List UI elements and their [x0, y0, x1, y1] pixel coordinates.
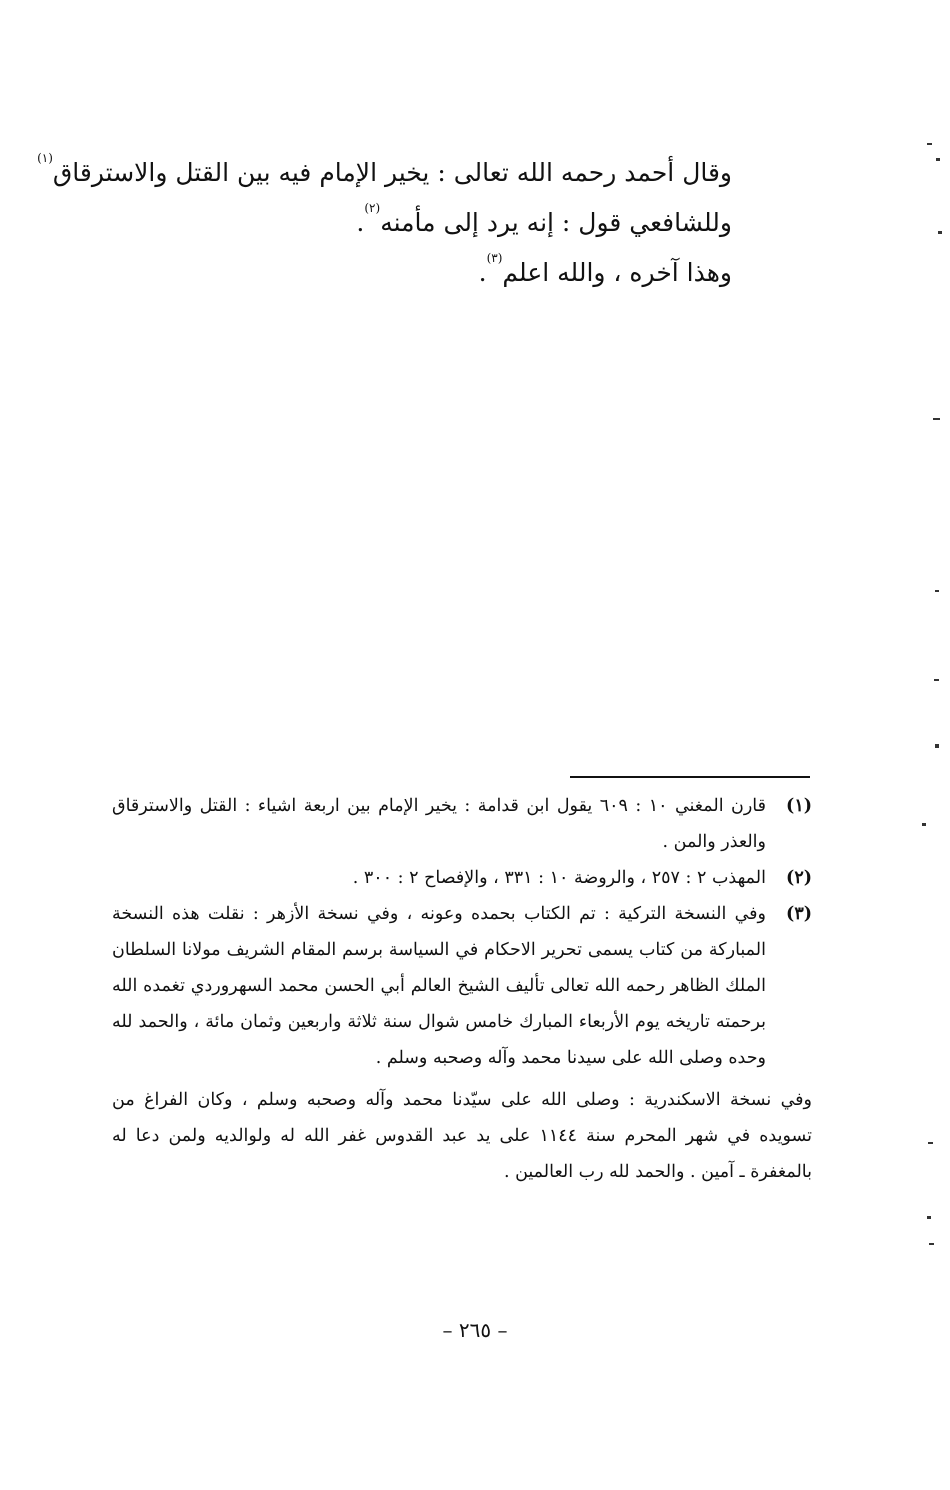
footnote-number: (٢) [786, 868, 812, 888]
footnotes-section [112, 788, 812, 1190]
footnote-1 [112, 788, 812, 860]
footnote-reference: (٣) [486, 251, 503, 265]
scan-speck [927, 1216, 931, 1219]
footnote-line: الملك الظاهر رحمه الله تعالى تأليف الشيخ العالم أبي الحسن محمد السهروردي تغمده الله [112, 976, 766, 996]
scan-speck [928, 1142, 933, 1144]
footnote-line: المهذب ٢ : ٢٥٧ ، والروضة ١٠ : ٣٣١ ، والإفصاح ٢ : ٣٠٠ . [352, 868, 766, 888]
page-number: – ٢٦٥ – [442, 1318, 508, 1342]
footnote-line: وحده وصلى الله على سيدنا محمد وآله وصحبه وسلم . [375, 1048, 766, 1068]
main-text-line-content: وهذا آخره ، والله اعلم [502, 258, 732, 287]
footnote-line: وفي نسخة الاسكندرية : وصلى الله على سيّدنا محمد وآله وصحبه وسلم ، وكان الفراغ من [112, 1090, 812, 1110]
footnote-number: (١) [786, 796, 812, 816]
scan-speck [933, 418, 940, 420]
scan-speck [935, 744, 939, 748]
main-text-block [37, 148, 732, 298]
scan-speck [938, 231, 942, 234]
footnote-line: قارن المغني ١٠ : ٦٠٩ يقول ابن قدامة : يخير الإمام بين اربعة اشياء : القتل والاسترقاق [112, 796, 766, 816]
scan-speck [934, 679, 939, 681]
scan-speck [935, 590, 939, 592]
footnote-3-continuation [112, 1082, 812, 1190]
footnote-3 [112, 896, 812, 1076]
footnote-line: بالمغفرة ـ آمين . والحمد لله رب العالمين . [503, 1162, 812, 1182]
scan-speck [927, 143, 932, 145]
footnote-line: برحمته تاريخه يوم الأربعاء المبارك خامس شوال سنة ثلاثة واربعين وثمان مائة ، والحمد لله [112, 1012, 766, 1032]
main-text-line-content: وقال أحمد رحمه الله تعالى : يخير الإمام فيه بين القتل والاسترقاق [52, 158, 732, 187]
footnote-line: وفي النسخة التركية : تم الكتاب بحمده وعونه ، وفي نسخة الأزهر : نقلت هذه النسخة [112, 904, 766, 924]
main-text-line [37, 148, 732, 198]
footnote-line: والعذر والمن . [662, 832, 766, 852]
main-text-line-content: وللشافعي قول : إنه يرد إلى مأمنه [380, 208, 732, 237]
footnote-separator-rule [570, 776, 810, 778]
main-text-line [100, 198, 732, 248]
scan-speck [929, 1243, 934, 1245]
footnote-2 [112, 860, 812, 896]
sentence-end: . [356, 208, 365, 237]
scan-speck [936, 158, 940, 161]
scan-speck [922, 823, 926, 826]
main-text-line [100, 248, 732, 298]
footnote-number: (٣) [786, 904, 812, 924]
footnote-line: تسويده في شهر المحرم سنة ١١٤٤ على يد عبد القدوس غفر الله له ولوالديه ولمن دعا له [112, 1126, 812, 1146]
sentence-end: . [478, 258, 487, 287]
footnote-line: المباركة من كتاب يسمى تحرير الاحكام في السياسة برسم المقام الشريف مولانا السلطان [112, 940, 766, 960]
footnote-reference: (١) [37, 151, 53, 165]
footnote-reference: (٢) [364, 201, 381, 215]
